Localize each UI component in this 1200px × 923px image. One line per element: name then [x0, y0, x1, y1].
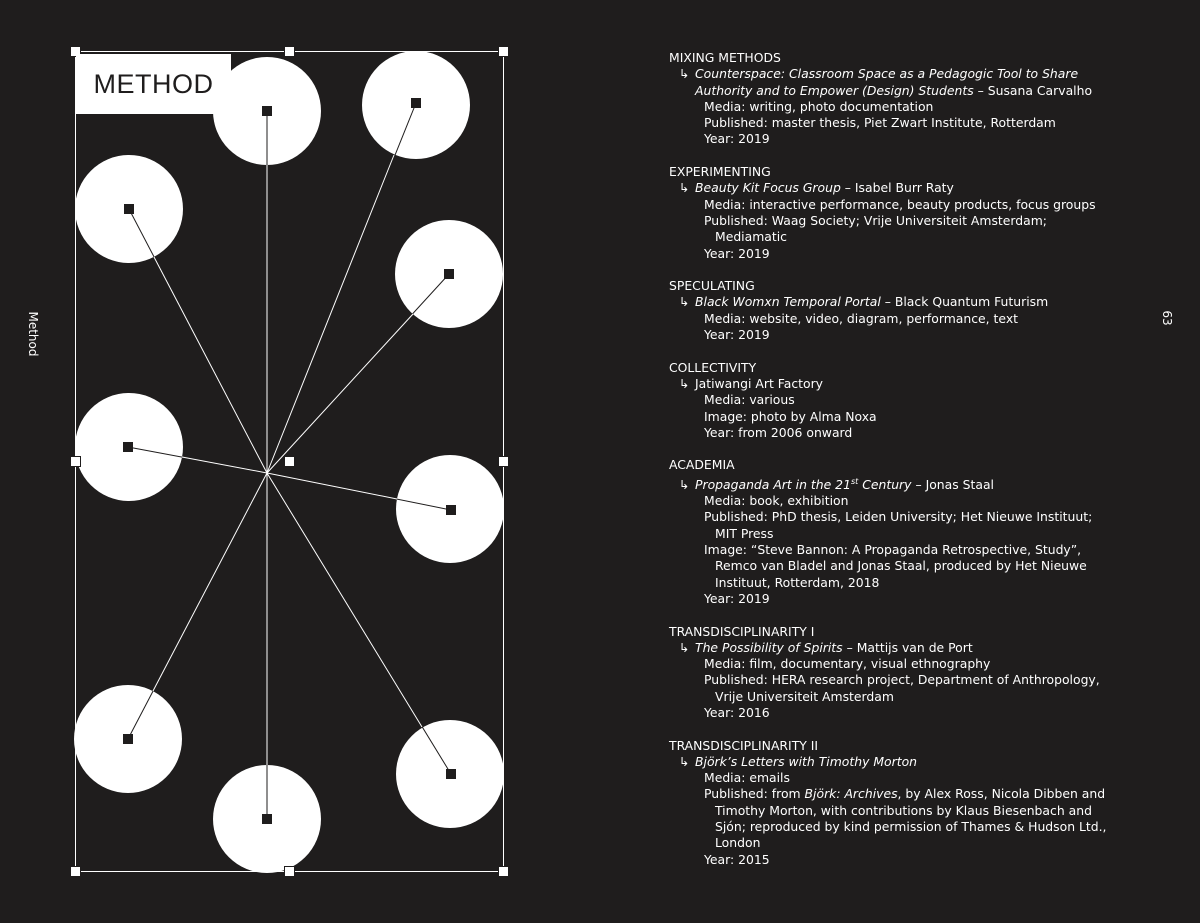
reference-entry [669, 164, 1139, 262]
handle-center [285, 457, 295, 467]
reference-list [669, 50, 1139, 884]
entry-heading: MIXING METHODS [669, 50, 781, 65]
entry-author: – Black Quantum Futurism [880, 294, 1049, 310]
return-arrow-icon: ↳ [679, 476, 690, 492]
reference-entry [669, 50, 1139, 148]
entry-detail: Published: PhD thesis, Leiden University; Het Nieuwe Instituut; [704, 509, 1093, 525]
return-arrow-icon: ↳ [679, 639, 690, 655]
entry-detail: Image: “Steve Bannon: A Propaganda Retrospective, Study”, [704, 542, 1082, 558]
entry-title: Beauty Kit Focus Group [695, 180, 841, 196]
entry-heading: SPECULATING [669, 278, 755, 294]
running-head: Method [26, 311, 40, 357]
entry-title-line [669, 640, 1139, 656]
entry-title-post: Century [858, 476, 912, 492]
node-2 [411, 98, 421, 108]
entry-title-cont: Authority and to Empower (Design) Students [695, 82, 974, 98]
node-1 [262, 106, 272, 116]
entry-title: Björk’s Letters with Timothy Morton [695, 753, 918, 769]
reference-entry [669, 360, 1139, 441]
node-5 [123, 442, 133, 452]
entry-detail: Media: film, documentary, visual ethnography [704, 656, 991, 672]
entry-title: Black Womxn Temporal Portal [695, 294, 881, 310]
entry-detail: Media: emails [704, 770, 790, 786]
return-arrow-icon: ↳ [679, 375, 690, 391]
entry-title: The Possibility of Spirits [695, 639, 843, 655]
return-arrow-icon: ↳ [679, 753, 690, 769]
published-title: Björk: Archives [804, 786, 898, 802]
entry-detail: Published: Waag Society; Vrije Universiteit Amsterdam; [704, 212, 1047, 228]
handle-middle-left [71, 457, 81, 467]
entry-author: – Jonas Staal [911, 476, 994, 492]
node-7 [123, 734, 133, 744]
entry-heading: TRANSDISCIPLINARITY II [669, 737, 819, 753]
entry-detail [669, 786, 1139, 802]
entry-title: Counterspace: Classroom Space as a Pedagogic Tool to Share [695, 66, 1079, 82]
handle-middle-right [499, 457, 509, 467]
entry-title-line [669, 376, 1139, 392]
node-8 [446, 769, 456, 779]
handle-bottom-right [499, 867, 509, 877]
entry-detail: Year: 2019 [704, 245, 770, 261]
return-arrow-icon: ↳ [679, 180, 690, 196]
entry-detail: Year: 2019 [704, 131, 770, 147]
entry-title: Jatiwangi Art Factory [695, 375, 824, 391]
entry-detail: Media: writing, photo documentation [704, 98, 934, 114]
entry-detail-cont: Timothy Morton, with contributions by Klaus Biesenbach and [715, 802, 1092, 818]
entry-title-line [669, 83, 1139, 99]
entry-detail: Media: website, video, diagram, performance, text [704, 310, 1019, 326]
entry-detail: Published: HERA research project, Department of Anthropology, [704, 672, 1100, 688]
return-arrow-icon: ↳ [679, 294, 690, 310]
entry-detail: Year: 2016 [704, 705, 770, 720]
entry-title-line [669, 754, 1139, 770]
entry-detail: Year: from 2006 onward [704, 424, 853, 440]
reference-entry [669, 278, 1139, 343]
entry-title-line [669, 180, 1139, 196]
handle-bottom-left [71, 867, 81, 877]
node-9 [262, 814, 272, 824]
entry-detail-cont: London [715, 835, 761, 851]
entry-title-line [669, 474, 1139, 493]
page-number: 63 [1160, 310, 1174, 326]
entry-author: – Mattijs van de Port [842, 639, 973, 655]
entry-heading: EXPERIMENTING [669, 164, 771, 180]
return-arrow-icon: ↳ [679, 66, 690, 82]
handle-top-middle [285, 47, 295, 57]
entry-detail: Media: interactive performance, beauty products, focus groups [704, 196, 1096, 212]
entry-title [695, 477, 912, 492]
reference-entry [669, 624, 1139, 722]
node-3 [124, 204, 134, 214]
entry-title-line [669, 294, 1139, 310]
entry-detail-cont: Vrije Universiteit Amsterdam [715, 688, 894, 704]
entry-author: – Isabel Burr Raty [840, 180, 954, 196]
entry-detail-cont: Mediamatic [715, 229, 787, 245]
entry-detail-cont: Sjón; reproduced by kind permission of Thames & Hudson Ltd., [715, 819, 1107, 835]
entry-heading: COLLECTIVITY [669, 359, 757, 375]
entry-detail: Year: 2015 [704, 851, 770, 867]
entry-detail: Published: master thesis, Piet Zwart Institute, Rotterdam [704, 115, 1056, 131]
entry-detail-cont: Instituut, Rotterdam, 2018 [715, 574, 880, 590]
entry-detail: Year: 2019 [704, 590, 770, 606]
published-post: , by Alex Ross, Nicola Dibben and [897, 786, 1106, 802]
reference-entry [669, 457, 1139, 607]
entry-detail: Media: book, exhibition [704, 493, 849, 509]
entry-detail: Image: photo by Alma Noxa [704, 408, 877, 424]
entry-heading: ACADEMIA [669, 457, 735, 473]
entry-title-pre: Propaganda Art in the 21 [695, 476, 851, 492]
entry-title-sup: st [850, 476, 859, 486]
handle-top-right [499, 47, 509, 57]
entry-title-line [669, 66, 1139, 82]
entry-author: – Susana Carvalho [973, 82, 1093, 98]
entry-detail: Media: various [704, 392, 795, 408]
entry-detail-cont: Remco van Bladel and Jonas Staal, produced by Het Nieuwe [715, 558, 1087, 574]
published-pre: Published: from [704, 786, 805, 802]
reference-entry [669, 738, 1139, 868]
entry-detail: Year: 2019 [704, 327, 770, 343]
node-4 [444, 269, 454, 279]
entry-heading: TRANSDISCIPLINARITY I [669, 623, 815, 639]
handle-bottom-middle [285, 867, 295, 877]
entry-detail-cont: MIT Press [715, 525, 774, 541]
node-6 [446, 505, 456, 515]
figure-label: METHOD [76, 54, 231, 114]
